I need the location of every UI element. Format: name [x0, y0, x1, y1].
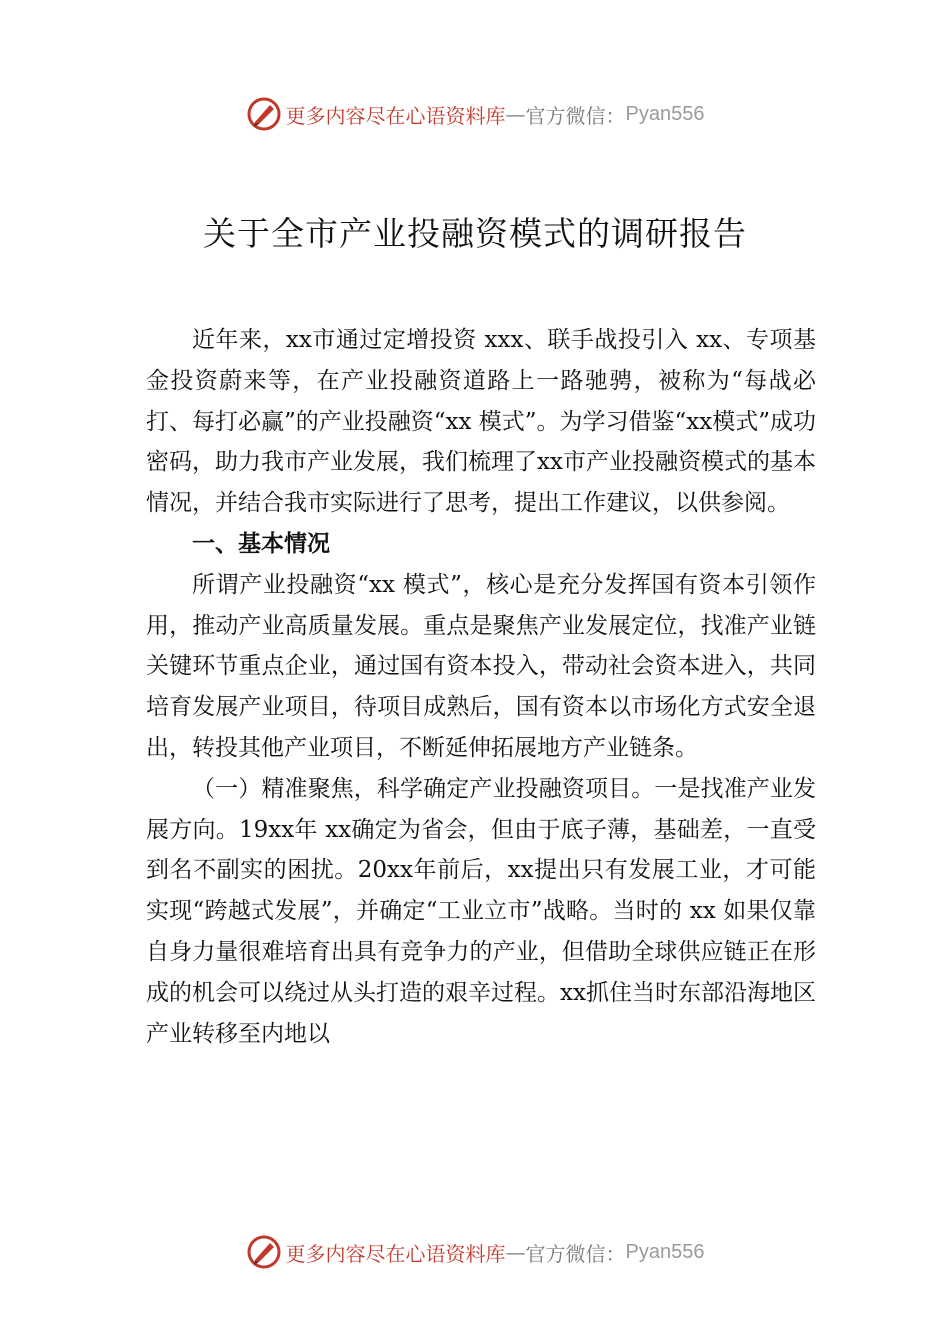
document-title: 关于全市产业投融资模式的调研报告 [203, 214, 747, 253]
footer-wechat-label: 官方微信： [525, 1241, 626, 1266]
footer-dash: — [505, 1240, 526, 1264]
footer-banner [0, 1232, 950, 1272]
paragraph-intro: 近年来，xx市通过定增投资 xxx、联手战投引入 xx、专项基金投资蔚来等，在产业投融资道路上一路驰骋，被称为“每战必打、每打必赢”的产业投融资“xx 模式”。为学习借鉴“xx模式”成功密码，助力我市产业发展，我们梳理了xx市产业投融资模式的基本情况，并结合我市实际进行了思考，提出工作建议，以供参阅。 [146, 327, 816, 517]
pen-seal-logo-icon [246, 1234, 282, 1270]
section-heading-basic: 一、基本情况 [192, 530, 330, 557]
paragraph-basic: 所谓产业投融资“xx 模式”，核心是充分发挥国有资本引领作用，推动产业高质量发展。重点是聚焦产业发展定位，找准产业链关键环节重点企业，通过国有资本投入，带动社会资本进入，共同培育发展产业项目，待项目成熟后，国有资本以市场化方式安全退出，转投其他产业项目，不断延伸拓展地方产业链条。 [146, 571, 816, 761]
paragraph-focus: （一）精准聚焦，科学确定产业投融资项目。一是找准产业发展方向。19xx年 xx确定为省会，但由于底子薄，基础差，一直受到名不副实的困扰。20xx年前后，xx提出只有发展工业，才可能实现“跨越式发展”，并确定“工业立市”战略。当时的 xx 如果仅靠自身力量很难培育出具有竞争力的产业，但借助全球供应链正在形成的机会可以绕过从头打造的艰辛过程。xx抓住当时东部沿海地区产业转移至内地以 [146, 775, 816, 1047]
footer-slogan: 更多内容尽在心语资料库 [285, 1241, 506, 1266]
banner-wechat-id: Pyan556 [625, 102, 705, 125]
pen-seal-logo-icon [246, 96, 282, 132]
banner-wechat-label: 官方微信： [525, 103, 626, 128]
document-body [146, 320, 816, 1054]
footer-wechat-id: Pyan556 [625, 1240, 705, 1263]
header-banner [0, 94, 950, 134]
banner-slogan: 更多内容尽在心语资料库 [285, 103, 506, 128]
banner-dash: — [505, 102, 526, 126]
